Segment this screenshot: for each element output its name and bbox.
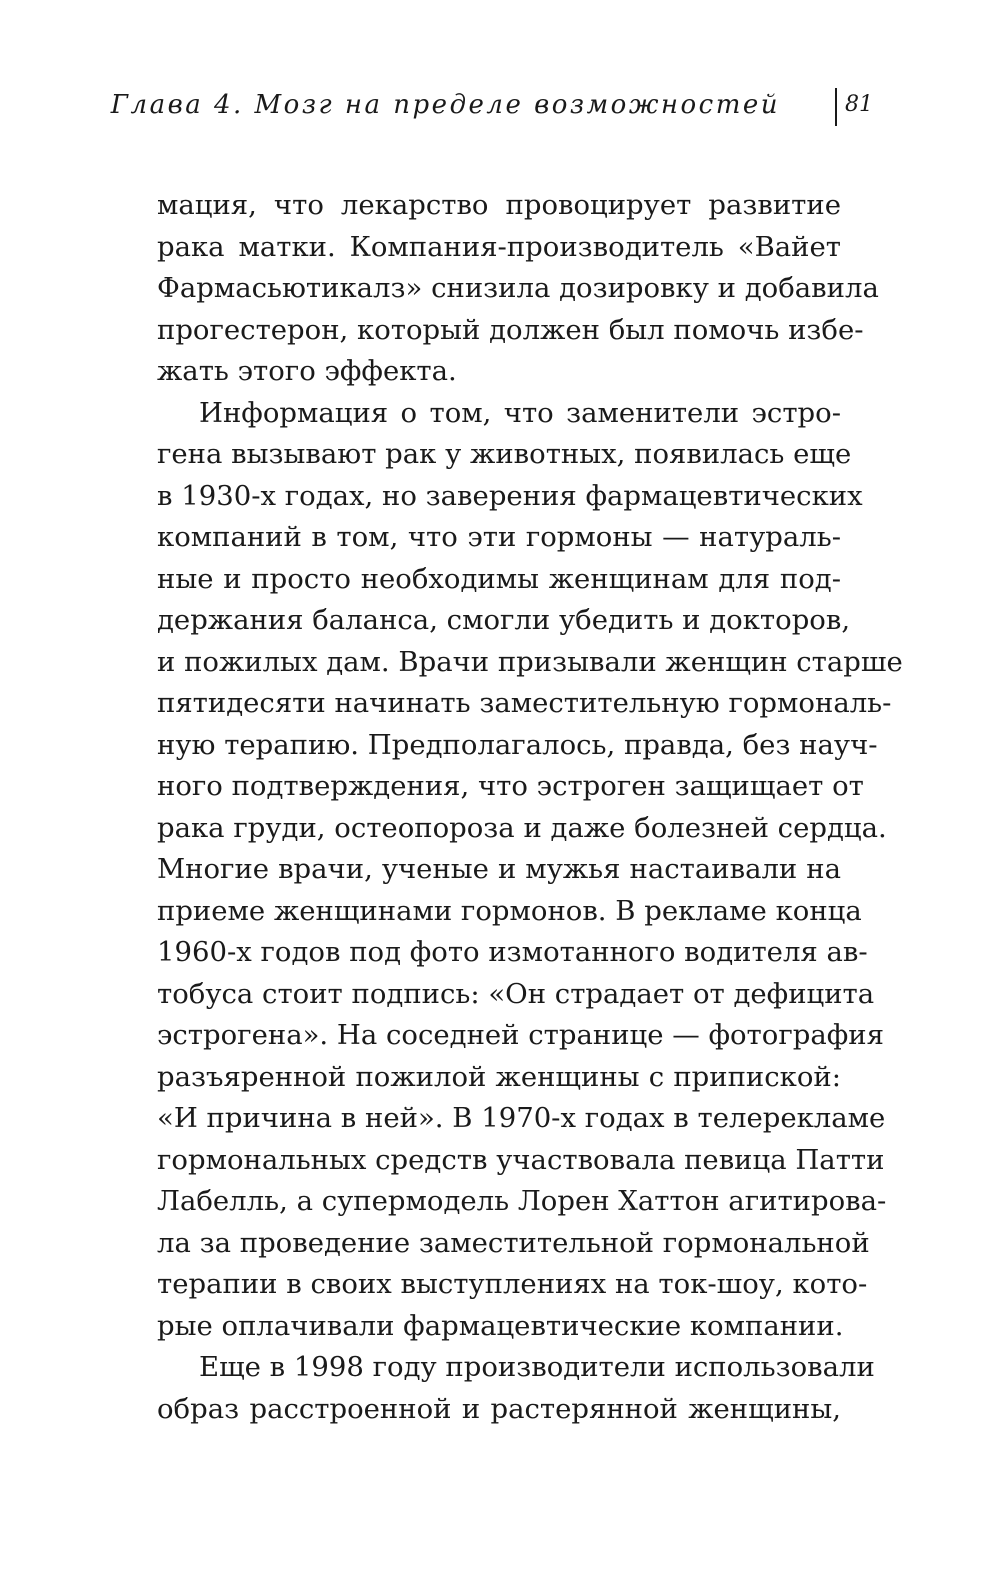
- text-line: ную терапию. Предполагалось, правда, без науч-: [157, 728, 878, 761]
- running-head: [110, 80, 873, 130]
- text-line: жать этого эффекта.: [157, 355, 457, 387]
- text-line: тобуса стоит подпись: «Он страдает от дефицита: [157, 977, 875, 1010]
- text-line: Фармасьютикалз» снизила дозировку и добавила: [157, 272, 879, 304]
- text-line: ные и просто необходимы женщинам для под-: [157, 562, 841, 595]
- text-line: эстрогена». На соседней странице — фотография: [157, 1019, 884, 1051]
- text-line: и пожилых дам. Врачи призывали женщин старше: [157, 645, 903, 678]
- text-line: пятидесяти начинать заместительную гормональ-: [157, 687, 892, 719]
- header-divider: [835, 88, 837, 126]
- text-line: Лабелль, а супермодель Лорен Хаттон агитирова-: [157, 1185, 887, 1217]
- text-line: рые оплачивали фармацевтические компании.: [157, 1309, 844, 1342]
- text-line: в 1930-х годах, но заверения фармацевтических: [157, 479, 863, 512]
- text-line: рака матки. Компания-производитель «Вайет: [157, 230, 841, 263]
- body-text: [157, 185, 903, 1430]
- text-line: Информация о том, что заменители эстро-: [199, 396, 841, 429]
- text-line: Еще в 1998 году производители использовали: [199, 1351, 875, 1383]
- text-line: 1960-х годов под фото измотанного водителя ав-: [157, 936, 868, 968]
- text-line: компаний в том, что эти гормоны — натураль-: [157, 521, 841, 553]
- text-line: гена вызывают рак у животных, появилась еще: [157, 438, 852, 470]
- text-line: образ расстроенной и растерянной женщины,: [157, 1392, 841, 1425]
- text-line: разъяренной пожилой женщины с припиской:: [157, 1060, 841, 1093]
- text-line: мация, что лекарство провоцирует развитие: [157, 189, 841, 221]
- text-line: ла за проведение заместительной гормональной: [157, 1226, 870, 1259]
- text-line: терапии в своих выступлениях на ток-шоу, кото-: [157, 1268, 868, 1300]
- text-line: держания баланса, смогли убедить и докторов,: [157, 604, 851, 636]
- page-number: 81: [845, 92, 873, 117]
- text-line: Многие врачи, ученые и мужья настаивали на: [157, 853, 841, 885]
- text-line: гормональных средств участвовала певица Патти: [157, 1143, 885, 1176]
- text-line: ного подтверждения, что эстроген защищает от: [157, 770, 864, 802]
- text-line: приеме женщинами гормонов. В рекламе конца: [157, 894, 862, 927]
- text-line: прогестерон, который должен был помочь избе-: [157, 313, 864, 346]
- chapter-title: Глава 4. Мозг на пределе возможностей: [110, 90, 780, 120]
- text-line: «И причина в ней». В 1970-х годах в телерекламе: [157, 1102, 886, 1134]
- text-line: рака груди, остеопороза и даже болезней сердца.: [157, 811, 887, 844]
